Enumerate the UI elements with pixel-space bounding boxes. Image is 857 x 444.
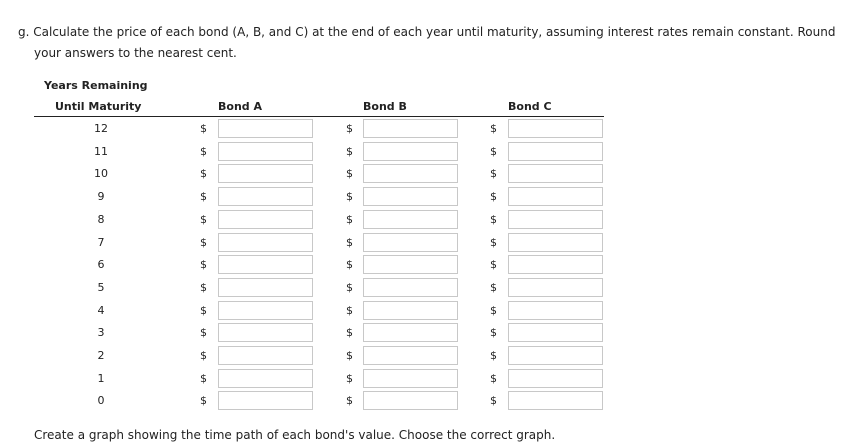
header-divider [34,116,604,117]
question-line-2: your answers to the nearest cent. [34,46,237,60]
dollar-sign: $ [490,303,497,317]
dollar-sign: $ [346,394,353,408]
table-row [0,187,857,207]
table-row [0,255,857,275]
bond-a-price-input[interactable] [218,369,313,388]
years-remaining-value: 11 [94,144,108,158]
dollar-sign: $ [490,326,497,340]
years-remaining-value: 12 [94,122,108,135]
bond-b-price-input[interactable] [363,255,458,274]
bond-c-price-input[interactable] [508,233,603,252]
bond-a-price-input[interactable] [218,119,313,138]
bond-b-price-input[interactable] [363,187,458,206]
header-until-maturity: Until Maturity [55,100,142,113]
dollar-sign: $ [490,258,497,272]
dollar-sign: $ [200,303,207,317]
bond-c-price-input[interactable] [508,369,603,388]
dollar-sign: $ [490,122,497,135]
dollar-sign: $ [346,258,353,272]
dollar-sign: $ [200,258,207,272]
dollar-sign: $ [200,122,207,135]
years-remaining-value: 10 [94,167,108,181]
bond-a-price-input[interactable] [218,142,313,161]
dollar-sign: $ [346,349,353,362]
dollar-sign: $ [490,235,497,249]
dollar-sign: $ [490,144,497,158]
header-bond-b: Bond B [363,100,407,113]
bond-b-price-input[interactable] [363,369,458,388]
dollar-sign: $ [346,371,353,385]
bond-b-price-input[interactable] [363,164,458,183]
years-remaining-value: 9 [97,190,105,204]
header-years-remaining: Years Remaining [44,79,148,92]
bond-c-price-input[interactable] [508,119,603,138]
header-bond-a: Bond A [218,100,262,113]
bond-a-price-input[interactable] [218,278,313,297]
bond-a-price-input[interactable] [218,391,313,410]
dollar-sign: $ [200,326,207,340]
bond-b-price-input[interactable] [363,346,458,365]
dollar-sign: $ [490,280,497,294]
dollar-sign: $ [346,212,353,226]
years-remaining-value: 7 [97,235,105,249]
years-remaining-value: 3 [97,326,105,340]
bond-b-price-input[interactable] [363,119,458,138]
question-text [18,22,848,64]
table-row [0,164,857,184]
dollar-sign: $ [490,212,497,226]
years-remaining-value: 8 [97,212,105,226]
bond-b-price-input[interactable] [363,142,458,161]
table-row [0,323,857,343]
dollar-sign: $ [200,349,207,362]
dollar-sign: $ [346,326,353,340]
dollar-sign: $ [200,167,207,181]
years-remaining-value: 5 [97,280,105,294]
dollar-sign: $ [346,303,353,317]
bond-a-price-input[interactable] [218,164,313,183]
dollar-sign: $ [200,212,207,226]
table-row [0,278,857,298]
table-row [0,210,857,230]
dollar-sign: $ [200,235,207,249]
bond-c-price-input[interactable] [508,164,603,183]
bond-c-price-input[interactable] [508,255,603,274]
bond-b-price-input[interactable] [363,233,458,252]
table-row [0,233,857,253]
table-row [0,346,857,366]
bond-b-price-input[interactable] [363,323,458,342]
bond-c-price-input[interactable] [508,187,603,206]
bond-a-price-input[interactable] [218,187,313,206]
table-row [0,391,857,411]
header-bond-c: Bond C [508,100,552,113]
dollar-sign: $ [346,235,353,249]
bond-c-price-input[interactable] [508,346,603,365]
dollar-sign: $ [490,167,497,181]
table-row [0,301,857,321]
bond-a-price-input[interactable] [218,233,313,252]
bond-a-price-input[interactable] [218,210,313,229]
bond-c-price-input[interactable] [508,210,603,229]
table-row [0,142,857,162]
years-remaining-value: 0 [97,394,105,408]
dollar-sign: $ [200,371,207,385]
years-remaining-value: 1 [97,371,105,385]
bond-a-price-input[interactable] [218,323,313,342]
dollar-sign: $ [346,190,353,204]
bond-c-price-input[interactable] [508,142,603,161]
bond-c-price-input[interactable] [508,278,603,297]
bond-b-price-input[interactable] [363,210,458,229]
bond-a-price-input[interactable] [218,255,313,274]
years-remaining-value: 4 [97,303,105,317]
table-row [0,369,857,389]
bond-c-price-input[interactable] [508,391,603,410]
graph-instruction: Create a graph showing the time path of each bond's value. Choose the correct graph. [34,428,556,442]
dollar-sign: $ [490,394,497,408]
dollar-sign: $ [346,122,353,135]
bond-b-price-input[interactable] [363,301,458,320]
table-row [0,119,857,139]
dollar-sign: $ [200,280,207,294]
dollar-sign: $ [490,349,497,362]
question-line-1: g. Calculate the price of each bond (A, B, and C) at the end of each year until maturity, assuming interest rates remain constant. Round [18,25,836,39]
bond-b-price-input[interactable] [363,278,458,297]
dollar-sign: $ [490,371,497,385]
dollar-sign: $ [490,190,497,204]
bond-c-price-input[interactable] [508,301,603,320]
years-remaining-value: 6 [97,258,105,272]
dollar-sign: $ [200,190,207,204]
dollar-sign: $ [346,144,353,158]
dollar-sign: $ [346,280,353,294]
dollar-sign: $ [346,167,353,181]
dollar-sign: $ [200,144,207,158]
bond-a-price-input[interactable] [218,346,313,365]
bond-a-price-input[interactable] [218,301,313,320]
years-remaining-value: 2 [97,349,105,362]
bond-c-price-input[interactable] [508,323,603,342]
bond-b-price-input[interactable] [363,391,458,410]
dollar-sign: $ [200,394,207,408]
